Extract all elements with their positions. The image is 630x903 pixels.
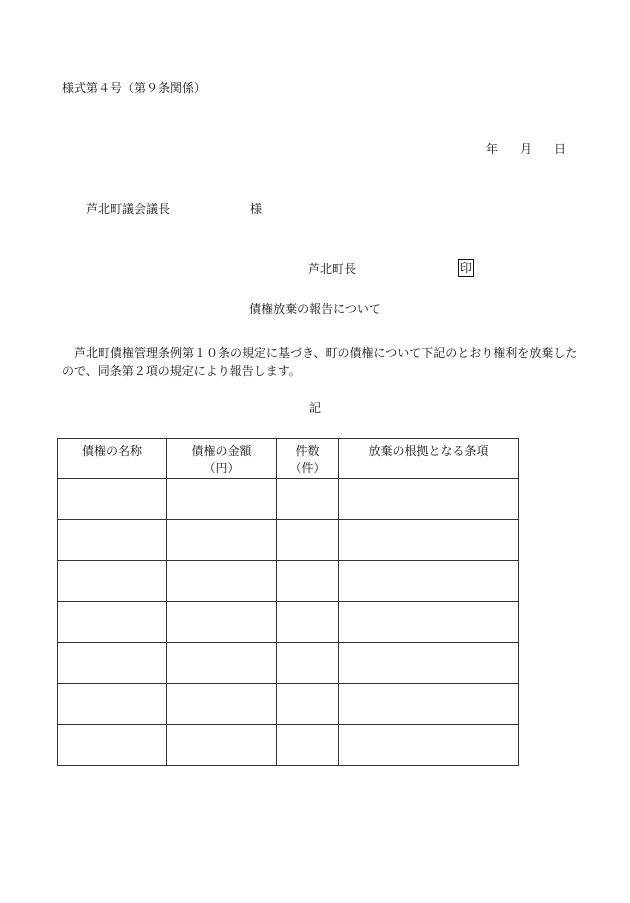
table-header-row [58, 439, 519, 479]
table-body [58, 479, 519, 766]
document-title: 債権放棄の報告について [249, 302, 381, 316]
table-cell[interactable] [277, 725, 339, 766]
table-cell[interactable] [339, 684, 519, 725]
addressee-honorific: 様 [250, 202, 263, 216]
table-row [58, 520, 519, 561]
date-month-label: 月 [520, 142, 533, 156]
table-cell[interactable] [167, 643, 277, 684]
body-line-2: ので、同条第２項の規定により報告します。 [62, 364, 301, 378]
ki-heading: 記 [308, 401, 321, 415]
table-cell[interactable] [339, 561, 519, 602]
table-cell[interactable] [58, 520, 167, 561]
table-row [58, 479, 519, 520]
table-cell[interactable] [339, 602, 519, 643]
table-cell[interactable] [277, 643, 339, 684]
table-cell[interactable] [167, 561, 277, 602]
table-cell[interactable] [277, 520, 339, 561]
column-header [339, 439, 519, 479]
table-cell[interactable] [339, 479, 519, 520]
column-header-line1: 放棄の根拠となる条項 [368, 444, 489, 458]
table-row [58, 561, 519, 602]
column-header [58, 439, 167, 479]
table-cell[interactable] [167, 479, 277, 520]
form-number: 様式第４号（第９条関係） [62, 81, 207, 95]
body-text [62, 344, 582, 380]
table-cell[interactable] [277, 684, 339, 725]
column-header-line2: （件） [289, 461, 326, 475]
table-row [58, 602, 519, 643]
column-header [277, 439, 339, 479]
date-year-label: 年 [486, 142, 499, 156]
body-line-1-text: 芦北町債権管理条例第１０条の規定に基づき、町の債権について下記のとおり権利を放棄した [74, 346, 578, 360]
table-cell[interactable] [58, 602, 167, 643]
table-cell[interactable] [277, 561, 339, 602]
column-header-line1: 債権の金額 [191, 444, 252, 458]
seal-mark: 印 [460, 261, 473, 275]
table-cell[interactable] [167, 684, 277, 725]
table-cell[interactable] [58, 643, 167, 684]
report-table [57, 438, 519, 766]
table-row [58, 684, 519, 725]
table-cell[interactable] [58, 479, 167, 520]
column-header [167, 439, 277, 479]
table-row [58, 725, 519, 766]
table-cell[interactable] [277, 602, 339, 643]
column-header-line2: （円） [203, 461, 240, 475]
table-cell[interactable] [58, 561, 167, 602]
table-cell[interactable] [339, 520, 519, 561]
table-cell[interactable] [167, 602, 277, 643]
body-line-1 [62, 344, 582, 362]
date-day-label: 日 [554, 142, 567, 156]
column-header-line1: 債権の名称 [81, 444, 142, 458]
table-cell[interactable] [58, 684, 167, 725]
table-row [58, 643, 519, 684]
table-cell[interactable] [58, 725, 167, 766]
table-cell[interactable] [167, 725, 277, 766]
table-cell[interactable] [167, 520, 277, 561]
table-cell[interactable] [339, 643, 519, 684]
addressee-name: 芦北町議会議長 [86, 202, 171, 216]
sender-name: 芦北町長 [308, 262, 357, 276]
table-cell[interactable] [277, 479, 339, 520]
date-line [486, 143, 566, 155]
table-cell[interactable] [339, 725, 519, 766]
column-header-line1: 件数 [295, 444, 320, 458]
addressee [86, 202, 263, 216]
